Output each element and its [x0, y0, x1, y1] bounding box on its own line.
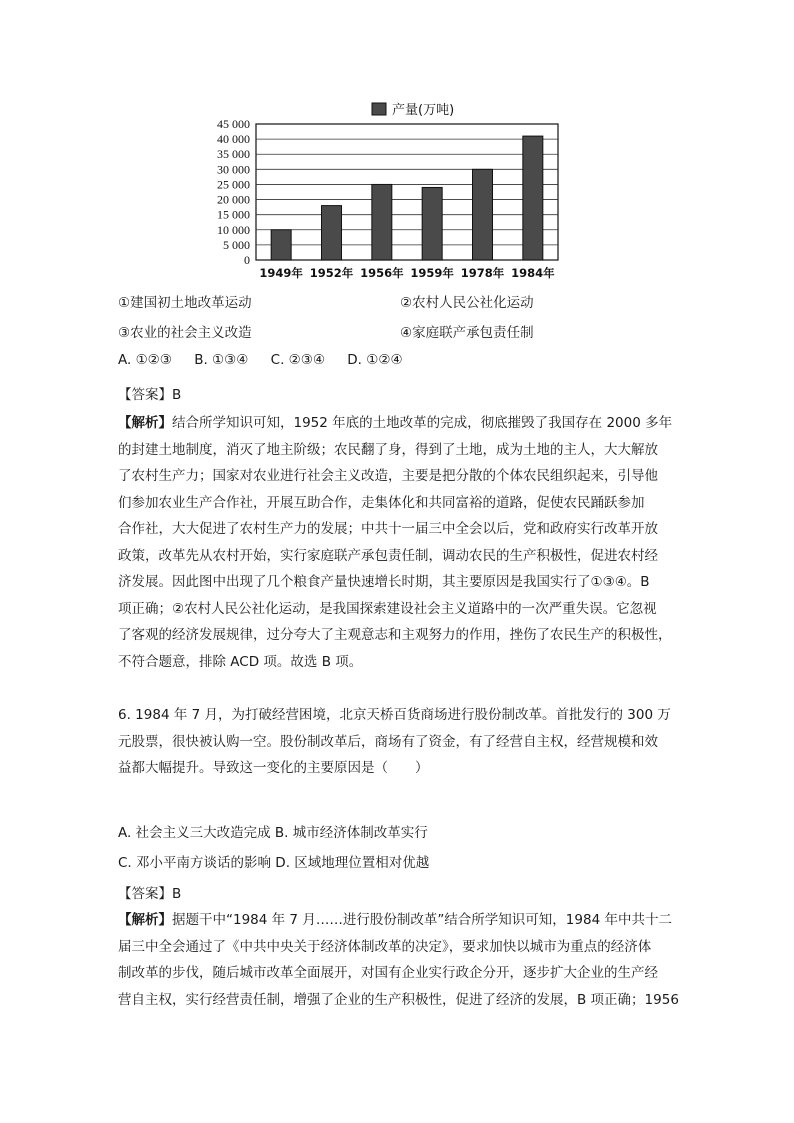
q6-stem [118, 702, 688, 782]
q6-analysis [118, 907, 688, 1013]
y-tick-label: 20 000 [217, 192, 250, 207]
q5-option-1: ①建国初土地改革运动 [118, 295, 252, 311]
q6-analysis-line-2: 届三中全会通过了《中共中央关于经济体制改革的决定》，要求加快以城市为重点的经济体 [118, 938, 652, 955]
q5-answer-choices [118, 352, 421, 368]
plot-frame [256, 124, 558, 260]
y-tick-label: 10 000 [217, 222, 250, 237]
q6-answer: 【答案】B [118, 886, 182, 902]
legend-swatch [372, 103, 386, 115]
bar [523, 136, 543, 260]
y-tick-label: 45 000 [217, 117, 250, 131]
q5-analysis-line-2: 的封建土地制度，消灭了地主阶级；农民翻了身，得到了土地，成为土地的主人，大大解放 [118, 441, 658, 458]
q5-answer: 【答案】B [118, 387, 182, 403]
q5-choice-b: B. ①③④ [194, 352, 249, 368]
chart-svg [200, 96, 570, 286]
bar [372, 184, 392, 260]
q6-stem-line-3: 益都大幅提升。导致这一变化的主要原因是（ ） [118, 760, 429, 776]
analysis-label: 【解析】 [118, 912, 172, 928]
q5-analysis-text-1: 结合所学知识可知，1952 年底的土地改革的完成，彻底摧毁了我国存在 2000 多年 [172, 415, 673, 431]
x-tick-label: 1952年 [309, 266, 354, 280]
q5-analysis [118, 410, 688, 675]
bar [422, 187, 442, 260]
x-tick-label: 1949年 [259, 266, 303, 280]
q5-analysis-line-4: 们参加农业生产合作社，开展互助合作，走集体化和共同富裕的道路，促使农民踊跃参加 [118, 494, 645, 511]
x-tick-label: 1978年 [460, 266, 505, 280]
q6-stem-line-2: 元股票，很快被认购一空。股份制改革后，商场有了资金，有了经营自主权，经营规模和效 [118, 733, 658, 750]
q5-analysis-line-5: 合作社，大大促进了农村生产力的发展；中共十一届三中全会以后，党和政府实行改革开放 [118, 521, 658, 537]
bar [473, 169, 493, 260]
q5-option-4: ④家庭联产承包责任制 [400, 325, 534, 341]
y-tick-label: 35 000 [217, 147, 250, 162]
q5-analysis-line-7: 济发展。因此图中出现了几个粮食产量快速增长时期，其主要原因是我国实行了①③④。B [118, 574, 650, 590]
q5-analysis-line-10: 不符合题意，排除 ACD 项。故选 B 项。 [118, 653, 363, 670]
q5-analysis-line-3: 了农村生产力；国家对农业进行社会主义改造，主要是把分散的个体农民组织起来，引导他 [118, 468, 658, 484]
grain-output-bar-chart [200, 96, 570, 286]
q6-options-line-1: A. 社会主义三大改造完成 B. 城市经济体制改革实行 [118, 825, 428, 841]
y-tick-label: 30 000 [217, 162, 250, 177]
bar [322, 206, 342, 260]
q5-analysis-line-9: 了客观的经济发展规律，过分夸大了主观意志和主观努力的作用，挫伤了农民生产的积极性， [118, 627, 672, 643]
q6-analysis-line-1 [118, 907, 688, 934]
q6-options-line-2: C. 邓小平南方谈话的影响 D. 区域地理位置相对优越 [118, 855, 430, 871]
q5-choice-a: A. ①②③ [118, 352, 172, 368]
q6-analysis-line-3: 制改革的步伐，随后城市改革全面展开，对国有企业实行政企分开，逐步扩大企业的生产经 [118, 965, 658, 981]
q6-stem-line-1: 6. 1984 年 7 月，为打破经营困境，北京天桥百货商场进行股份制改革。首批发行的 300 万 [118, 707, 671, 723]
y-tick-label: 0 [244, 253, 250, 267]
bar [271, 230, 291, 260]
x-tick-label: 1984年 [511, 266, 555, 280]
q5-choice-d: D. ①②④ [347, 352, 403, 368]
y-tick-label: 25 000 [217, 177, 250, 192]
q5-analysis-line-8: 项正确；②农村人民公社化运动，是我国探索建设社会主义道路中的一次严重失误。它忽视 [118, 600, 657, 617]
q5-analysis-line-1 [118, 410, 688, 437]
y-tick-label: 15 000 [217, 207, 250, 222]
y-tick-label: 40 000 [217, 132, 250, 147]
x-tick-label: 1959年 [410, 266, 454, 280]
q5-choice-c: C. ②③④ [270, 352, 325, 368]
q6-analysis-text-1: 据题干中“1984 年 7 月……进行股份制改革”结合所学知识可知，1984 年中共十二 [172, 912, 672, 928]
q5-option-2: ②农村人民公社化运动 [400, 295, 534, 311]
q5-analysis-line-6: 政策，改革先从农村开始，实行家庭联产承包责任制，调动农民的生产积极性，促进农村经 [118, 547, 658, 564]
q6-analysis-line-4: 营自主权，实行经营责任制，增强了企业的生产积极性，促进了经济的发展，B 项正确；1956 [118, 991, 679, 1008]
q5-option-3: ③农业的社会主义改造 [118, 325, 252, 341]
analysis-label: 【解析】 [118, 415, 172, 431]
x-tick-label: 1956年 [360, 266, 404, 280]
y-tick-label: 5 000 [223, 237, 250, 252]
legend-label: 产量(万吨) [392, 103, 455, 118]
